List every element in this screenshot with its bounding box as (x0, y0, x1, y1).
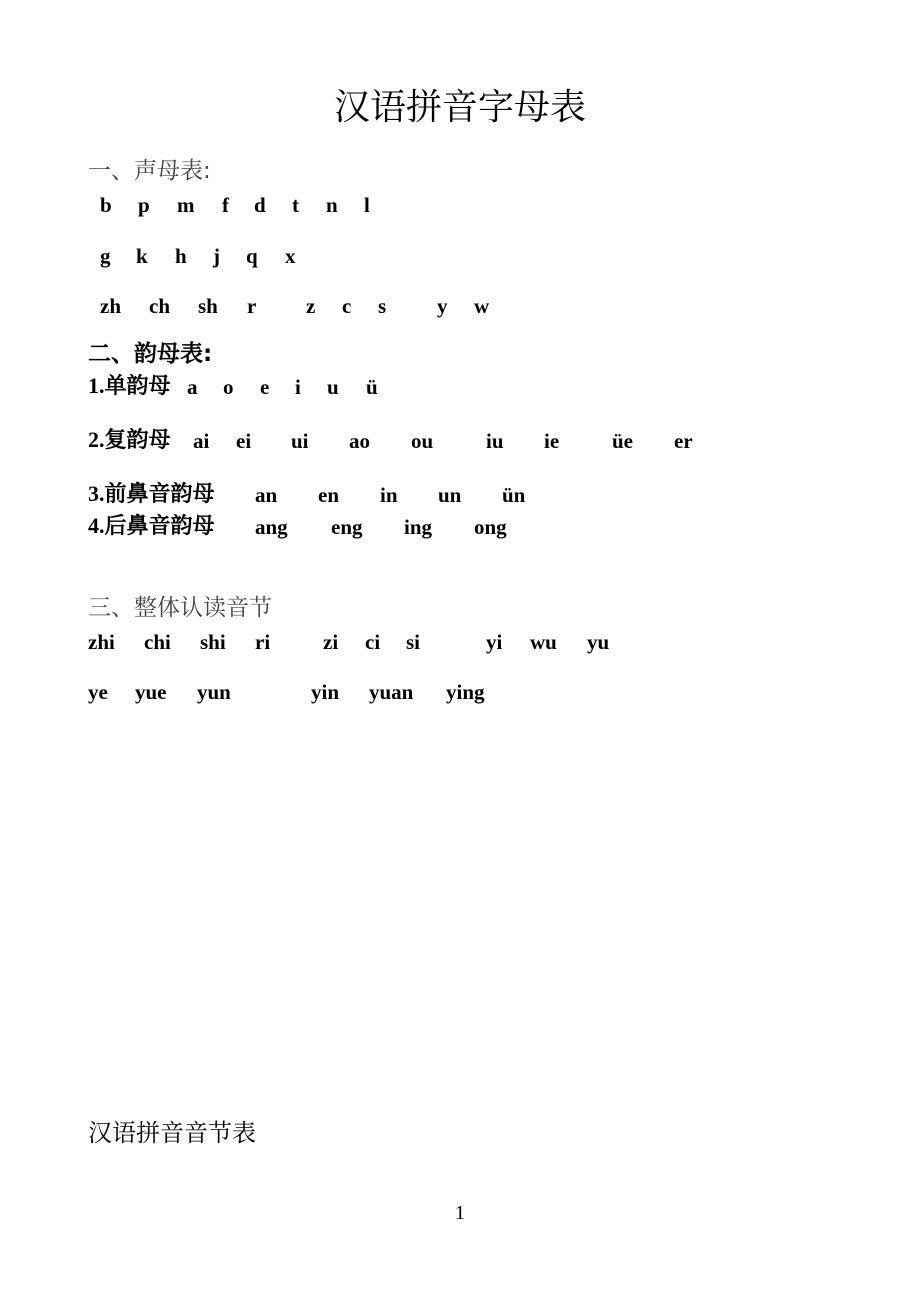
front-nasal-finals-label: 3.前鼻音韵母 (88, 481, 215, 506)
final-er: er (674, 429, 693, 453)
whole-syllables-heading: 三、整体认读音节 (88, 595, 272, 621)
final-in: in (380, 483, 398, 507)
final-u: u (327, 375, 339, 399)
initial-l: l (364, 193, 370, 217)
syllable-yu: yu (587, 630, 610, 654)
final-v: ü (366, 375, 378, 399)
initial-b: b (100, 193, 112, 217)
final-a: a (187, 375, 198, 399)
initial-h: h (175, 244, 187, 268)
final-ang: ang (255, 515, 288, 539)
initial-x: x (285, 244, 296, 268)
initial-g: g (100, 244, 111, 268)
final-o: o (223, 375, 234, 399)
syllable-shi: shi (200, 630, 226, 654)
initial-w: w (474, 294, 490, 318)
syllable-ye: ye (88, 680, 108, 704)
final-ie: ie (544, 429, 560, 453)
initial-c: c (342, 294, 352, 318)
initial-r: r (247, 294, 257, 318)
initial-y: y (437, 294, 448, 318)
syllable-yue: yue (135, 680, 167, 704)
initial-d: d (254, 193, 266, 217)
syllable-yuan: yuan (369, 680, 414, 704)
final-ong: ong (474, 515, 507, 539)
initial-q: q (246, 244, 258, 268)
finals-heading: 二、韵母表: (88, 341, 213, 367)
initials-heading: 一、声母表: (88, 158, 211, 184)
final-i: i (295, 375, 301, 399)
final-an: an (255, 483, 278, 507)
initial-s: s (378, 294, 387, 318)
initial-ch: ch (149, 294, 170, 318)
syllable-yin: yin (311, 680, 340, 704)
syllable-ci: ci (365, 630, 381, 654)
initial-f: f (222, 193, 229, 217)
compound-finals-label: 2.复韵母 (88, 427, 171, 452)
syllable-table-title: 汉语拼音音节表 (88, 1119, 256, 1147)
page-title: 汉语拼音字母表 (333, 87, 586, 128)
final-un: un (438, 483, 462, 507)
syllable-yun: yun (197, 680, 231, 704)
final-eng: eng (331, 515, 363, 539)
initial-k: k (136, 244, 148, 268)
page-number: 1 (455, 1202, 465, 1224)
final-ai: ai (193, 429, 210, 453)
initial-m: m (177, 193, 195, 217)
final-ve: üe (612, 429, 633, 453)
initial-p: p (138, 193, 150, 217)
final-e: e (260, 375, 270, 399)
final-ei: ei (236, 429, 252, 453)
syllable-zi: zi (323, 630, 339, 654)
final-ao: ao (349, 429, 370, 453)
simple-finals-label: 1.单韵母 (88, 373, 171, 398)
initial-zh: zh (100, 294, 121, 318)
final-iu: iu (486, 429, 504, 453)
syllable-zhi: zhi (88, 630, 115, 654)
syllable-si: si (406, 630, 421, 654)
final-ou: ou (411, 429, 434, 453)
initial-n: n (326, 193, 338, 217)
initial-t: t (292, 193, 299, 217)
initial-sh: sh (198, 294, 218, 318)
syllable-chi: chi (144, 630, 171, 654)
final-ui: ui (291, 429, 309, 453)
syllable-ying: ying (446, 680, 485, 704)
final-ing: ing (404, 515, 433, 539)
syllable-yi: yi (486, 630, 503, 654)
back-nasal-finals-label: 4.后鼻音韵母 (88, 513, 215, 538)
final-vn: ün (502, 483, 526, 507)
initial-j: j (213, 244, 220, 268)
syllable-wu: wu (530, 630, 557, 654)
final-en: en (318, 483, 339, 507)
initial-z: z (306, 294, 316, 318)
syllable-ri: ri (255, 630, 271, 654)
